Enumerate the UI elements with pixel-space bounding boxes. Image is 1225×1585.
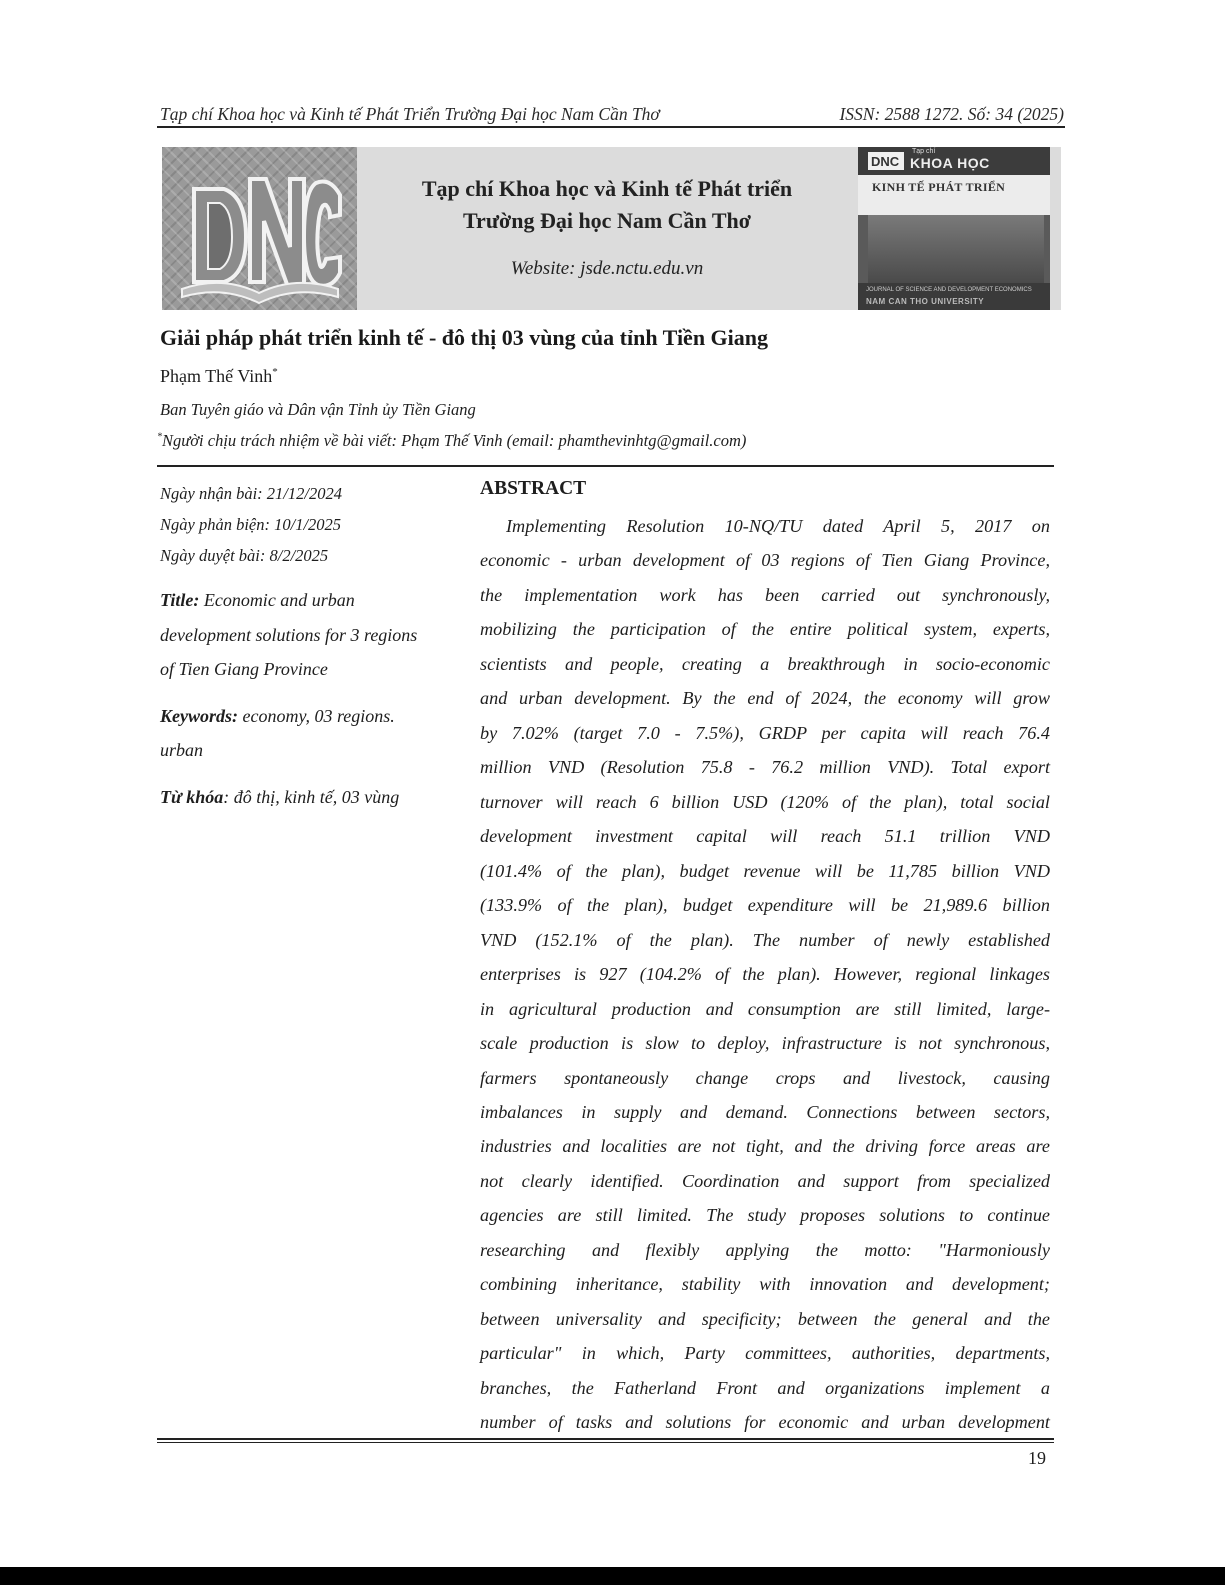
abstract-line: development investment capital will reach 51.1 trillion VND [480, 826, 1050, 847]
abstract-line: industries and localities are not tight, and the driving force areas are [480, 1136, 1050, 1157]
abstract-line: by 7.02% (target 7.0 - 7.5%), GRDP per capita will reach 76.4 [480, 722, 1050, 743]
cover-journal-en: JOURNAL OF SCIENCE AND DEVELOPMENT ECONOMICS [866, 287, 1032, 293]
keywords-value: economy, 03 regions. urban [160, 705, 395, 760]
abstract-line: between universality and specificity; between the general and the [480, 1308, 1050, 1329]
dnc-logo-icon [162, 147, 357, 310]
abstract-line: turnover will reach 6 billion USD (120% of the plan), total social [480, 791, 1050, 812]
abstract-line: farmers spontaneously change crops and livestock, causing [480, 1067, 1050, 1088]
svg-text:DNC: DNC [871, 154, 900, 169]
corresponding-text: Người chịu trách nhiệm về bài viết: Phạm Thế Vinh (email: phamthevinhtg@gmail.com) [162, 431, 747, 450]
abstract-line: and urban development. By the end of 2024, the economy will grow [480, 688, 1050, 709]
abstract-line: branches, the Fatherland Front and organizations implement a [480, 1377, 1050, 1398]
tukhoa-label: Từ khóa [160, 786, 224, 807]
journal-name-header: Tạp chí Khoa học và Kinh tế Phát Triển Trường Đại học Nam Cần Thơ [160, 104, 660, 124]
abstract-line: combining inheritance, stability with innovation and development; [480, 1274, 1050, 1295]
footer-rule-thin [157, 1442, 1054, 1443]
article-title: Giải pháp phát triển kinh tế - đô thị 03 vùng của tỉnh Tiền Giang [160, 325, 769, 350]
page-number: 19 [1028, 1448, 1046, 1468]
tukhoa-value: : đô thị, kinh tế, 03 vùng [223, 786, 400, 807]
abstract-line: scientists and people, creating a breakthrough in socio-economic [480, 653, 1050, 674]
affiliation: Ban Tuyên giáo và Dân vận Tỉnh ủy Tiền Giang [160, 400, 476, 419]
header-rule [157, 126, 1065, 128]
abstract-line: VND (152.1% of the plan). The number of newly established [480, 929, 1050, 950]
abstract-line: million VND (Resolution 75.8 - 76.2 million VND). Total export [480, 757, 1050, 778]
abstract-line: researching and flexibly applying the motto: "Harmoniously [480, 1239, 1050, 1260]
issn-issue-header: ISSN: 2588 1272. Số: 34 (2025) [839, 104, 1064, 124]
dnc-logo [162, 147, 357, 310]
abstract-line: number of tasks and solutions for economic and urban development [480, 1412, 1050, 1433]
dates-block [160, 478, 430, 571]
abstract-heading: ABSTRACT [480, 478, 587, 499]
author-mark: * [272, 366, 278, 378]
abstract-line: enterprises is 927 (104.2% of the plan). However, regional linkages [480, 964, 1050, 985]
journal-website[interactable]: Website: jsde.nctu.edu.vn [510, 258, 704, 279]
keywords-label: Keywords: [160, 705, 238, 726]
english-title-label: Title: [160, 590, 200, 610]
abstract-line: agencies are still limited. The study proposes solutions to continue [480, 1205, 1050, 1226]
abstract-line: the implementation work has been carried out synchronously, [480, 584, 1050, 605]
abstract-line: economic - urban development of 03 regions of Tien Giang Province, [480, 550, 1050, 571]
abstract-line: scale production is slow to deploy, infrastructure is not synchronous, [480, 1033, 1050, 1054]
author-line [160, 366, 278, 387]
abstract-body [480, 509, 1050, 1440]
english-title-value: Economic and urban development solutions for 3 regions of Tien Giang Province [160, 590, 418, 679]
journal-cover-image [858, 147, 1050, 310]
title-rule [157, 465, 1054, 467]
abstract-line: not clearly identified. Coordination and support from specialized [480, 1170, 1050, 1191]
received-date: Ngày nhận bài: 21/12/2024 [160, 484, 342, 503]
accepted-date: Ngày duyệt bài: 8/2/2025 [160, 546, 329, 565]
article-info-sidebar [160, 478, 430, 826]
cover-photo [868, 215, 1044, 283]
abstract-line: (101.4% of the plan), budget revenue will be 11,785 billion VND [480, 860, 1050, 881]
author-name: Phạm Thế Vinh [160, 366, 273, 386]
cover-small-label: Tạp chí [912, 148, 936, 155]
corresponding-mark: * [157, 431, 162, 443]
cover-khoa-hoc: KHOA HỌC [910, 155, 990, 171]
abstract-line: Implementing Resolution 10-NQ/TU dated April 5, 2017 on [506, 516, 1050, 536]
banner-title-line1: Tạp chí Khoa học và Kinh tế Phát triển [421, 176, 793, 201]
cover-kinh-te: KINH TẾ PHÁT TRIỂN [872, 180, 1006, 194]
abstract-line: imbalances in supply and demand. Connections between sectors, [480, 1101, 1050, 1122]
cover-logo-icon [868, 152, 904, 170]
tukhoa-block [160, 780, 430, 815]
banner-title [357, 173, 857, 237]
bottom-edge-bar [0, 1567, 1225, 1585]
cover-university-en: NAM CAN THO UNIVERSITY [866, 297, 985, 306]
banner-title-line2: Trường Đại học Nam Cần Thơ [463, 208, 751, 233]
abstract-line: in agricultural production and consumption are still limited, large- [480, 998, 1050, 1019]
running-head [160, 101, 1064, 125]
abstract-line: mobilizing the participation of the entire political system, experts, [480, 619, 1050, 640]
abstract-line: particular" in which, Party committees, authorities, departments, [480, 1343, 1050, 1364]
keywords-block [160, 699, 430, 768]
english-title-block [160, 583, 430, 687]
corresponding-author [157, 431, 746, 451]
reviewed-date: Ngày phản biện: 10/1/2025 [160, 515, 342, 534]
abstract-line: (133.9% of the plan), budget expenditure will be 21,989.6 billion [480, 895, 1050, 916]
footer-rule [157, 1438, 1054, 1440]
